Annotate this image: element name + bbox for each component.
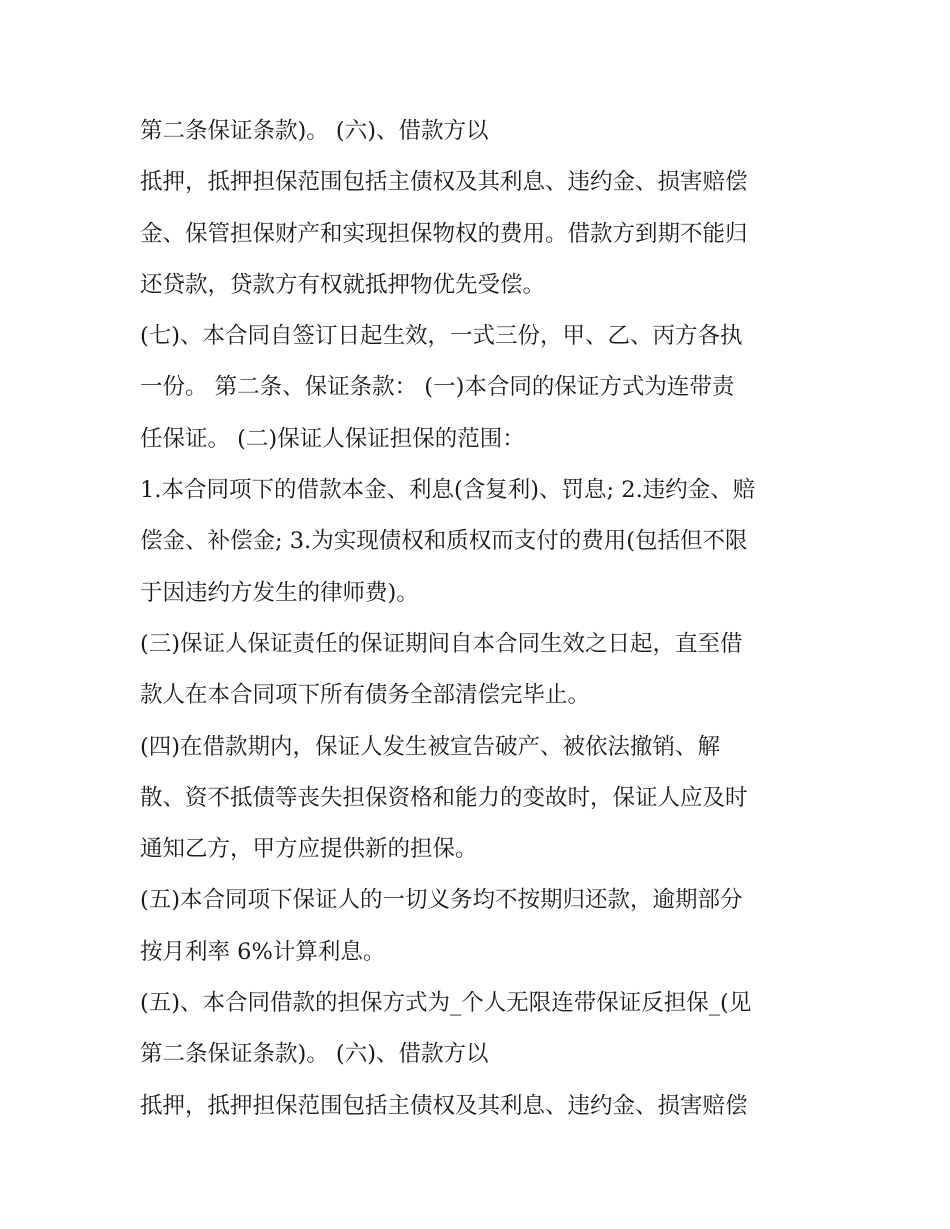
text-line: 按月利率 6%计算利息。 [140, 938, 386, 965]
text-line: 1.本合同项下的借款本金、利息(含复利)、罚息; 2.违约金、赔 [140, 477, 756, 504]
text-line: (七)、本合同自签订日起生效，一式三份，甲、乙、丙方各执 [140, 323, 743, 350]
text-line: 散、资不抵债等丧失担保资格和能力的变故时，保证人应及时 [140, 784, 748, 811]
text-line: (五)、本合同借款的担保方式为_个人无限连带保证反担保_(见 [140, 990, 752, 1017]
text-line: 抵押，抵押担保范围包括主债权及其利息、违约金、损害赔偿 [140, 169, 748, 196]
text-line: 偿金、补偿金; 3.为实现债权和质权而支付的费用(包括但不限 [140, 528, 748, 555]
text-line: 于因违约方发生的律师费)。 [140, 579, 419, 606]
text-line: 一份。 第二条、保证条款： (一)本合同的保证方式为连带责 [140, 374, 735, 401]
text-line: (四)在借款期内，保证人发生被宣告破产、被依法撤销、解 [140, 733, 721, 760]
text-line: 金、保管担保财产和实现担保物权的费用。借款方到期不能归 [140, 220, 748, 247]
text-line: 抵押，抵押担保范围包括主债权及其利息、违约金、损害赔偿 [140, 1092, 748, 1119]
text-line: 通知乙方，甲方应提供新的担保。 [140, 836, 478, 863]
text-line: 任保证。 (二)保证人保证担保的范围： [140, 425, 525, 452]
text-line: (三)保证人保证责任的保证期间自本合同生效之日起，直至借 [140, 630, 743, 657]
text-line: 第二条保证条款)。 (六)、借款方以 [140, 118, 489, 144]
text-line: 款人在本合同项下所有债务全部清偿完毕止。 [140, 682, 591, 709]
contract-body [140, 106, 820, 1132]
text-line: 第二条保证条款)。 (六)、借款方以 [140, 1041, 489, 1068]
text-line: (五)本合同项下保证人的一切义务均不按期归还款，逾期部分 [140, 887, 743, 914]
text-line: 还贷款，贷款方有权就抵押物优先受偿。 [140, 271, 546, 298]
